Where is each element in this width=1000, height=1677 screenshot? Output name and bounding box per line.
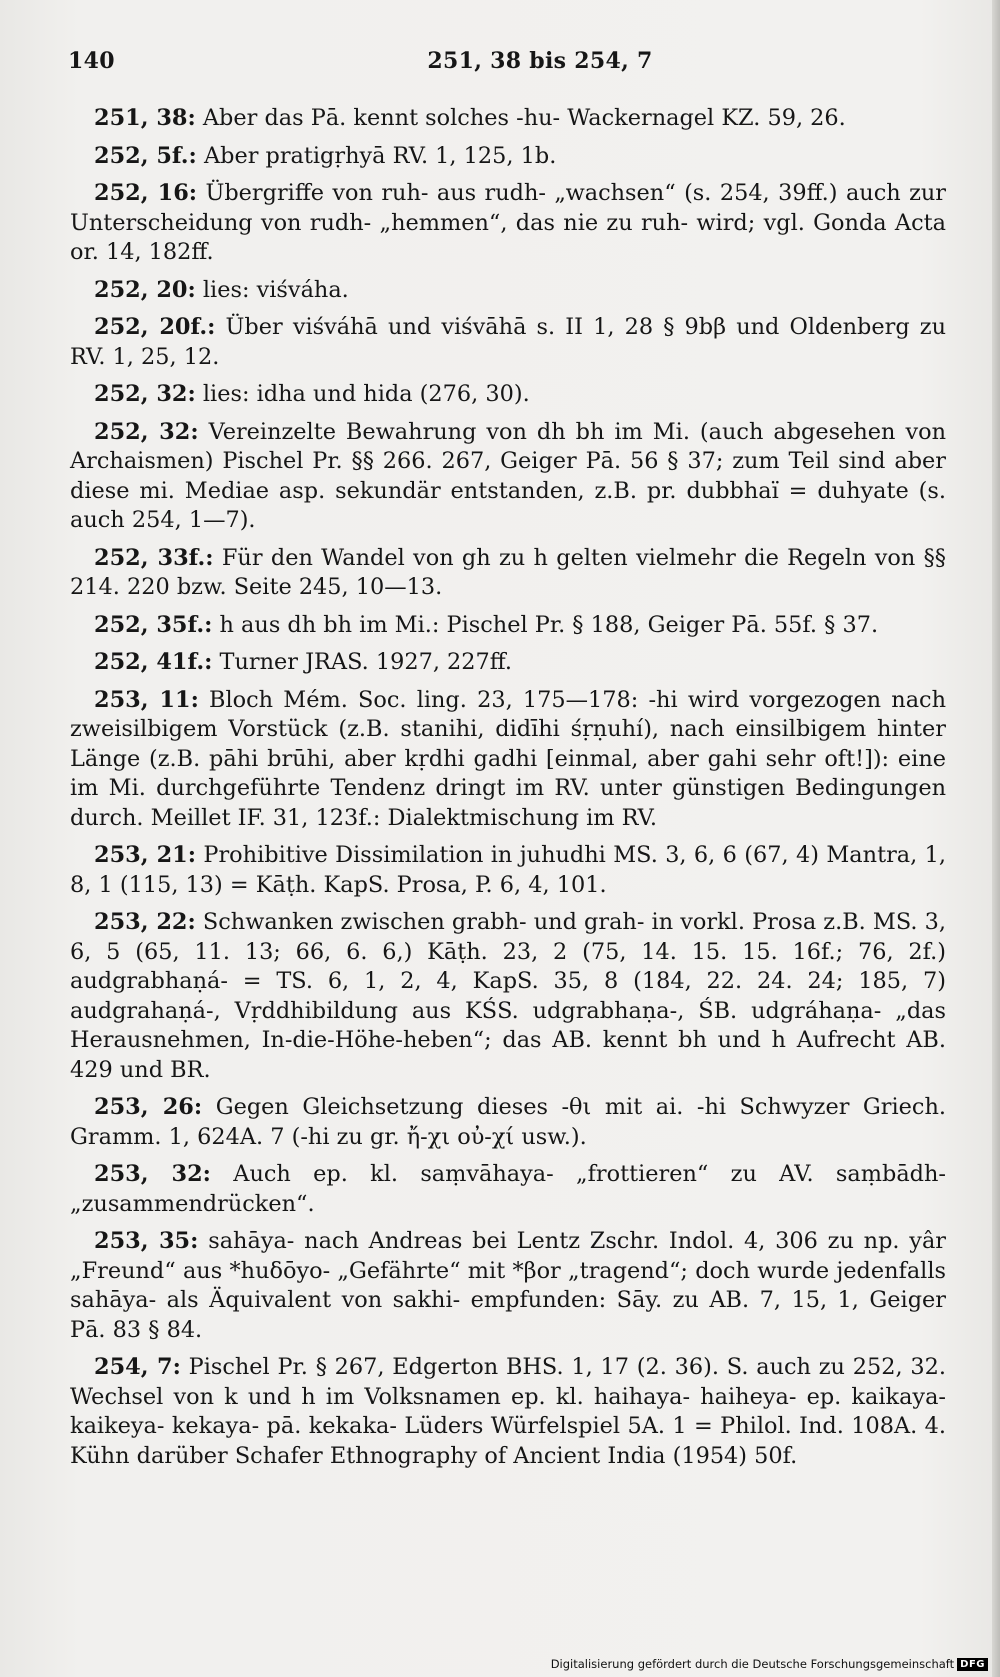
entry-text: Für den Wandel von gh zu h gelten vielmehr die Regeln von §§ 214. 220 bzw. Seite 245, 10—13. xyxy=(70,544,946,600)
entry-reference: 253, 35: xyxy=(94,1228,199,1254)
entry-text: Bloch Mém. Soc. ling. 23, 175—178: -hi wird vorgezogen nach zweisilbigem Vorstück (z.B. stanihi, didīhi śṛṇuhí), nach einsilbigem hinter Länge (z.B. pāhi brūhi, aber kṛdhi gadhi [einmal, aber gahi sehr oft!]): eine im Mi. durchgeführte Tendenz dringt im RV. unter günstigen Bedingungen durch. Meillet IF. 31, 123f.: Dialektmischung im RV. xyxy=(70,686,947,831)
entry-text: Pischel Pr. § 267, Edgerton BHS. 1, 17 (2. 36). S. auch zu 252, 32. Wechsel von k und h im Volksnamen ep. kl. haihaya- haiheya- ep. kaikaya- kaikeya- kekaya- pā. kekaka- Lüders Würfelspiel 5A. 1 = Philol. Ind. 108A. 4. Kühn darüber Schafer Ethnography of Ancient India (1954) 50f. xyxy=(70,1354,946,1469)
note-entry xyxy=(70,276,946,306)
note-entry xyxy=(70,1227,946,1345)
page-header xyxy=(68,48,940,78)
note-entry xyxy=(70,313,946,372)
page-edge-shadow xyxy=(992,0,1000,1677)
note-entry xyxy=(70,841,946,900)
dfg-logo: DFG xyxy=(957,1658,988,1671)
entry-text: lies: idha und hida (276, 30). xyxy=(202,381,530,407)
entry-text: h aus dh bh im Mi.: Pischel Pr. § 188, Geiger Pā. 55f. § 37. xyxy=(219,611,879,638)
entry-text: Gegen Gleichsetzung dieses -θι mit ai. -hi Schwyzer Griech. Gramm. 1, 624A. 7 (-hi zu gr. ἤ-χι οὐ-χί usw.). xyxy=(70,1094,946,1150)
entry-text: Über viśváhā und viśvāhā s. II 1, 28 § 9bβ und Oldenberg zu RV. 1, 25, 12. xyxy=(70,314,947,370)
entry-text: Turner JRAS. 1927, 227ff. xyxy=(219,649,513,675)
entry-text: sahāya- nach Andreas bei Lentz Zschr. Indol. 4, 306 zu np. yâr „Freund“ aus *huδōyo- „Gefährte“ mit *βor „tragend“; doch wurde jedenfalls sahāya- als Äquivalent von sakhi- empfunden: Sāy. zu AB. 7, 15, 1, Geiger Pā. 83 § 84. xyxy=(70,1228,947,1343)
entry-reference: 252, 32: xyxy=(94,381,196,407)
note-entry xyxy=(70,611,946,641)
note-entry xyxy=(70,1160,946,1219)
entry-text: Auch ep. kl. saṃvāhaya- „frottieren“ zu AV. saṃbādh- „zusammendrücken“. xyxy=(70,1161,946,1217)
note-entry xyxy=(70,686,946,834)
note-entry xyxy=(70,179,946,268)
entry-text: lies: viśváha. xyxy=(202,276,349,303)
note-entry xyxy=(70,142,946,172)
credit-text: Digitalisierung gefördert durch die Deutsche Forschungsgemeinschaft xyxy=(550,1657,955,1671)
note-entry xyxy=(70,544,946,603)
entry-reference: 252, 16: xyxy=(94,180,198,206)
entry-reference: 252, 32: xyxy=(94,418,199,445)
entry-reference: 252, 5f.: xyxy=(94,142,197,169)
entry-reference: 253, 22: xyxy=(94,909,196,935)
note-entry xyxy=(70,418,946,536)
entry-reference: 252, 33f.: xyxy=(94,544,214,571)
page-body xyxy=(70,104,946,1479)
entry-reference: 253, 11: xyxy=(94,686,199,713)
digitization-credit xyxy=(551,1657,988,1671)
note-entry xyxy=(70,104,946,134)
page-number: 140 xyxy=(68,48,115,74)
entry-text: Vereinzelte Bewahrung von dh bh im Mi. (auch abgesehen von Archaismen) Pischel Pr. §§ 266. 267, Geiger Pā. 56 § 37; zum Teil sind aber diese mi. Mediae asp. sekundär entstanden, z.B. pr. dubbhaï = duhyate (s. auch 254, 1—7). xyxy=(70,418,946,533)
entry-reference: 251, 38: xyxy=(94,105,196,131)
note-entry xyxy=(70,908,946,1085)
entry-text: Übergriffe von ruh- aus rudh- „wachsen“ (s. 254, 39ff.) auch zur Unterscheidung von rudh- „hemmen“, das nie zu ruh- wird; vgl. Gonda Acta or. 14, 182ff. xyxy=(70,180,946,265)
entry-reference: 253, 26: xyxy=(94,1094,203,1120)
entry-reference: 252, 41f.: xyxy=(94,649,213,675)
entry-reference: 252, 20f.: xyxy=(94,314,216,340)
entry-reference: 253, 32: xyxy=(94,1161,211,1187)
entry-reference: 252, 35f.: xyxy=(94,611,213,638)
note-entry xyxy=(70,1353,946,1471)
running-head: 251, 38 bis 254, 7 xyxy=(427,48,653,74)
entry-text: Aber pratigṛhyā RV. 1, 125, 1b. xyxy=(203,142,557,169)
entry-reference: 252, 20: xyxy=(94,276,196,303)
entry-reference: 254, 7: xyxy=(94,1354,181,1380)
entry-text: Schwanken zwischen grabh- und grah- in vorkl. Prosa z.B. MS. 3, 6, 5 (65, 11. 13; 66, 6. 6,) Kāṭh. 23, 2 (75, 14. 15. 15. 16f.; 76, 2f.) audgrabhaṇá- = TS. 6, 1, 2, 4, KapS. 35, 8 (184, 22. 24. 24; 185, 7) audgrahaṇá-, Vṛddhibildung aus KŚS. udgrabhaṇa-, ŚB. udgráhaṇa- „das Herausnehmen, In-die-Höhe-heben“; das AB. kennt bh und h Aufrecht AB. 429 und BR. xyxy=(70,909,946,1083)
note-entry xyxy=(70,648,946,678)
note-entry xyxy=(70,380,946,410)
entry-reference: 253, 21: xyxy=(94,842,197,868)
entry-text: Aber das Pā. kennt solches -hu- Wackernagel KZ. 59, 26. xyxy=(202,105,846,131)
entry-text: Prohibitive Dissimilation in juhudhi MS. 3, 6, 6 (67, 4) Mantra, 1, 8, 1 (115, 13) = Kāṭh. KapS. Prosa, P. 6, 4, 101. xyxy=(70,842,946,898)
note-entry xyxy=(70,1093,946,1152)
